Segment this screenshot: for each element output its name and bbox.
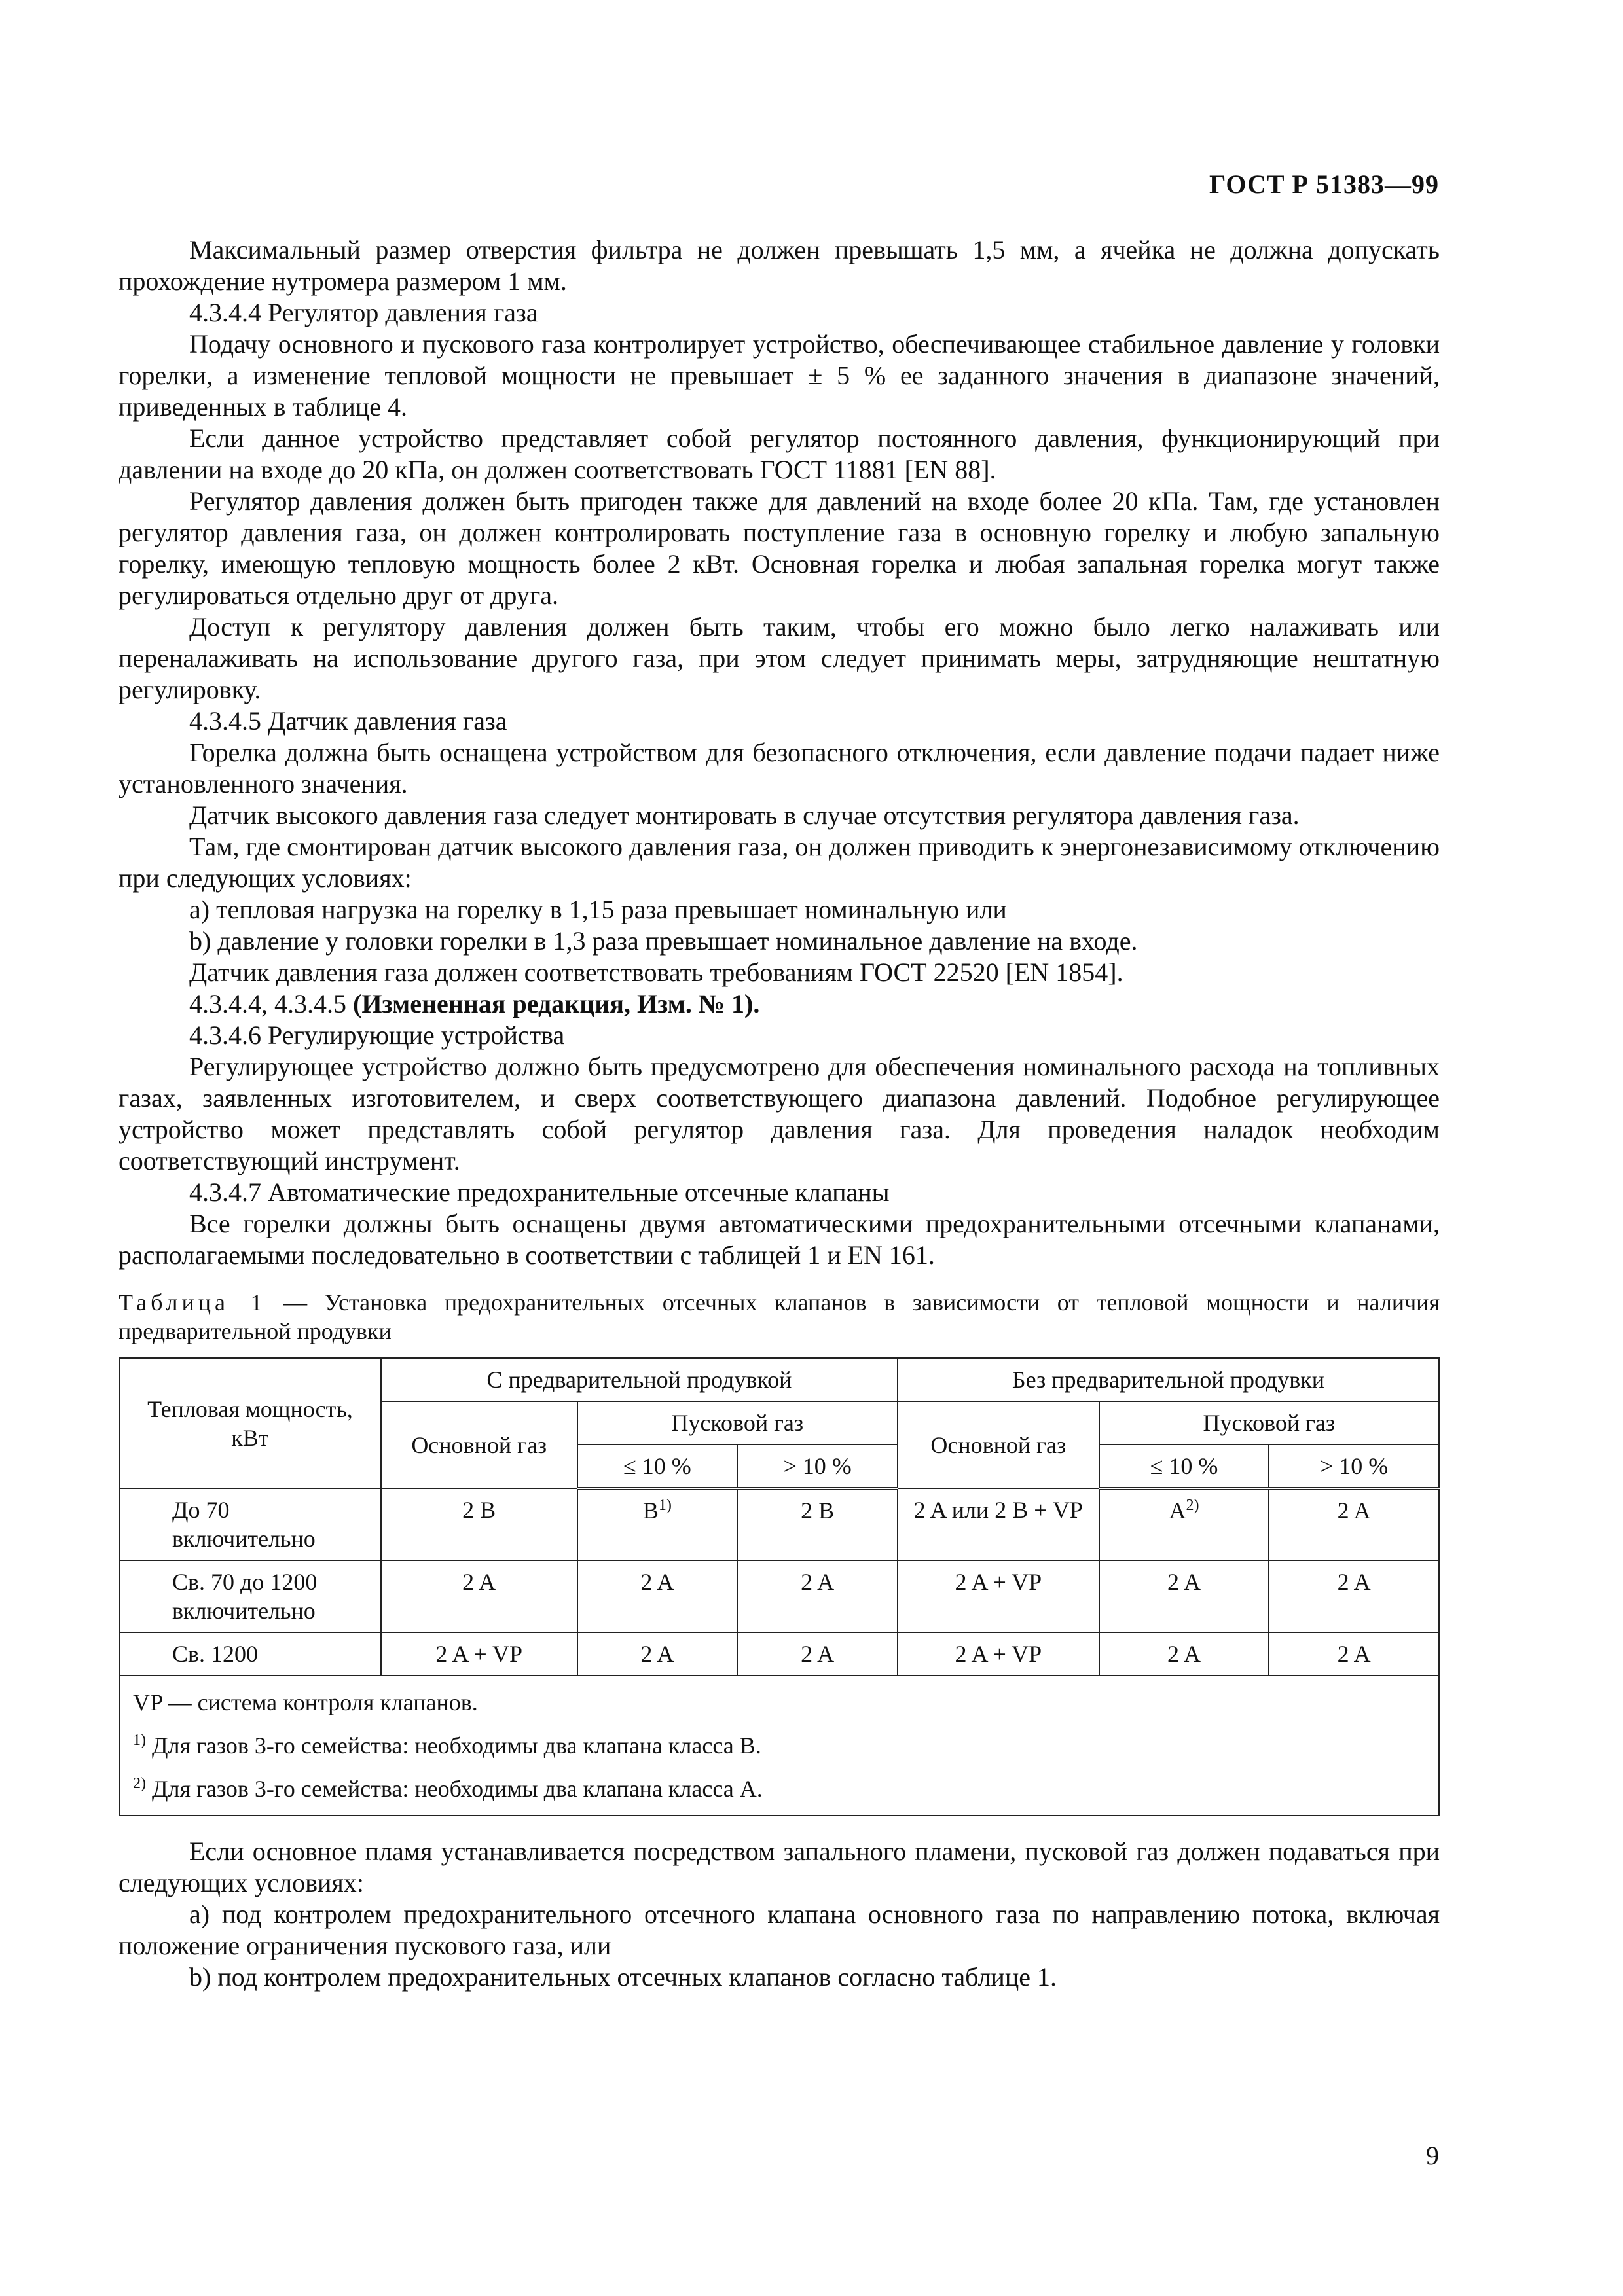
paragraph: Если данное устройство представляет собой регулятор постоянного давления, функционирующий при давлении на входе до 20 кПа, он должен соответствовать ГОСТ 11881 [EN 88]. xyxy=(119,423,1440,484)
cell-power: Св. 70 до 1200 включительно xyxy=(119,1560,381,1632)
footnote-mark: 1) xyxy=(133,1732,146,1749)
paragraph: Датчик давления газа должен соответствовать требованиям ГОСТ 22520 [EN 1854]. xyxy=(189,958,1123,987)
header-main-gas: Основной газ xyxy=(381,1401,577,1488)
footnote-2 xyxy=(133,1774,1425,1803)
section-heading-4-3-4-5: 4.3.4.5 Датчик давления газа xyxy=(189,706,507,736)
paragraph: Подачу основного и пускового газа контролирует устройство, обеспечивающее стабильное давление у головки горелки, а изменение тепловой мощности не превышает ± 5 % ее заданного значения в диапазоне значений, приведенных в таблице 4. xyxy=(119,329,1440,422)
cell: 2 A xyxy=(577,1560,738,1632)
table-notes-row xyxy=(119,1676,1439,1816)
section-heading-4-3-4-6: 4.3.4.6 Регулирующие устройства xyxy=(189,1020,565,1050)
footnote-ref: 1) xyxy=(658,1497,672,1514)
cell-power: Св. 1200 xyxy=(119,1632,381,1676)
header-with-purge: С предварительной продувкой xyxy=(381,1358,898,1401)
header-main-gas: Основной газ xyxy=(898,1401,1099,1488)
header-gt-10: > 10 % xyxy=(1269,1444,1439,1488)
list-item-b: b) под контролем предохранительных отсечных клапанов согласно таблице 1. xyxy=(189,1962,1057,1992)
cell: 2 A xyxy=(1269,1488,1439,1560)
footnote-mark: 2) xyxy=(133,1775,146,1792)
table-caption xyxy=(119,1288,1440,1346)
footnote-ref: 2) xyxy=(1186,1497,1199,1514)
cell-value: B xyxy=(642,1498,659,1524)
document-body xyxy=(119,234,1440,1993)
cell xyxy=(1099,1488,1269,1560)
header-start-gas: Пусковой газ xyxy=(1099,1401,1439,1444)
paragraph: Датчик высокого давления газа следует монтировать в случае отсутствия регулятора давления газа. xyxy=(189,800,1300,830)
cell: 2 A xyxy=(1099,1632,1269,1676)
list-item-a: a) под контролем предохранительного отсечного клапана основного газа по направлению потока, включая положение ограничения пускового газа, или xyxy=(119,1899,1440,1960)
amendment-label: (Измененная редакция, Изм. № 1). xyxy=(353,989,760,1018)
paragraph: Регулирующее устройство должно быть предусмотрено для обеспечения номинального расхода на топливных газах, заявленных изготовителем, и сверх соответствующего диапазона давлений. Подобное регулирующее устройство может представлять собой регулятор давления газа. Для проведения наладок необходим соответствующий инструмент. xyxy=(119,1052,1440,1175)
table-row xyxy=(119,1560,1439,1632)
cell: 2 A xyxy=(381,1560,577,1632)
cell: 2 A xyxy=(1099,1560,1269,1632)
page-number: 9 xyxy=(1426,2141,1439,2170)
cell: 2 B xyxy=(737,1488,898,1560)
table-row xyxy=(119,1632,1439,1676)
header-le-10: ≤ 10 % xyxy=(1099,1444,1269,1488)
valves-table xyxy=(119,1357,1440,1816)
cell: 2 A xyxy=(1269,1560,1439,1632)
section-heading-4-3-4-7: 4.3.4.7 Автоматические предохранительные отсечные клапаны xyxy=(189,1177,890,1207)
header-start-gas: Пусковой газ xyxy=(577,1401,898,1444)
paragraph: Регулятор давления должен быть пригоден также для давлений на входе более 20 кПа. Там, где установлен регулятор давления газа, он должен контролировать поступление газа в основную горелку и любую запальную горелку, имеющую тепловую мощность более 2 кВт. Основная горелка и любая запальная горелка могут также регулироваться отдельно друг от друга. xyxy=(119,486,1440,610)
cell: 2 A + VP xyxy=(898,1632,1099,1676)
header-without-purge: Без предварительной продувки xyxy=(898,1358,1439,1401)
cell: 2 A + VP xyxy=(898,1560,1099,1632)
table-caption-label: Таблица 1 xyxy=(119,1289,266,1316)
cell: 2 B xyxy=(381,1488,577,1560)
paragraph: Если основное пламя устанавливается посредством запального пламени, пусковой газ должен подаваться при следующих условиях: xyxy=(119,1837,1440,1897)
footnote-1 xyxy=(133,1731,1425,1760)
cell: 2 A xyxy=(1269,1632,1439,1676)
table-row xyxy=(119,1488,1439,1560)
section-heading-4-3-4-4: 4.3.4.4 Регулятор давления газа xyxy=(189,298,538,327)
list-item-b: b) давление у головки горелки в 1,3 раза превышает номинальное давление на входе. xyxy=(189,926,1138,956)
cell: 2 A xyxy=(737,1560,898,1632)
table-caption-text: — Установка предохранительных отсечных клапанов в зависимости от тепловой мощности и наличия предварительной продувки xyxy=(119,1289,1440,1344)
header-gt-10: > 10 % xyxy=(737,1444,898,1488)
document-header: ГОСТ Р 51383—99 xyxy=(1209,170,1439,199)
cell: 2 A xyxy=(737,1632,898,1676)
footnote-text: Для газов 3-го семейства: необходимы два клапана класса A. xyxy=(146,1776,763,1802)
paragraph: Доступ к регулятору давления должен быть таким, чтобы его можно было легко налаживать или переналаживать на использование другого газа, при этом следует принимать меры, затрудняющие нештатную регулировку. xyxy=(119,612,1440,704)
amendment-note xyxy=(119,988,1440,1020)
cell xyxy=(577,1488,738,1560)
table-notes xyxy=(119,1676,1439,1816)
paragraph: Горелка должна быть оснащена устройством для безопасного отключения, если давление подачи падает ниже установленного значения. xyxy=(119,738,1440,798)
header-le-10: ≤ 10 % xyxy=(577,1444,738,1488)
paragraph: Все горелки должны быть оснащены двумя автоматическими предохранительными отсечными клапанами, располагаемыми последовательно в соответствии с таблицей 1 и EN 161. xyxy=(119,1209,1440,1270)
cell: 2 A + VP xyxy=(381,1632,577,1676)
note-vp: VP — система контроля клапанов. xyxy=(133,1689,478,1715)
footnote-text: Для газов 3-го семейства: необходимы два клапана класса B. xyxy=(146,1732,761,1759)
cell: 2 A или 2 B + VP xyxy=(898,1488,1099,1560)
cell: 2 A xyxy=(577,1632,738,1676)
header-power: Тепловая мощность, кВт xyxy=(119,1358,381,1488)
paragraph: Максимальный размер отверстия фильтра не должен превышать 1,5 мм, а ячейка не должна допускать прохождение нутромера размером 1 мм. xyxy=(119,235,1440,296)
cell-power: До 70 включительно xyxy=(119,1488,381,1560)
paragraph: Там, где смонтирован датчик высокого давления газа, он должен приводить к энергонезависимому отключению при следующих условиях: xyxy=(119,832,1440,893)
after-table-text xyxy=(119,1836,1440,1993)
cell-value: A xyxy=(1169,1498,1186,1524)
list-item-a: a) тепловая нагрузка на горелку в 1,15 раза превышает номинальную или xyxy=(189,895,1007,924)
amendment-refs: 4.3.4.4, 4.3.4.5 xyxy=(189,989,353,1018)
